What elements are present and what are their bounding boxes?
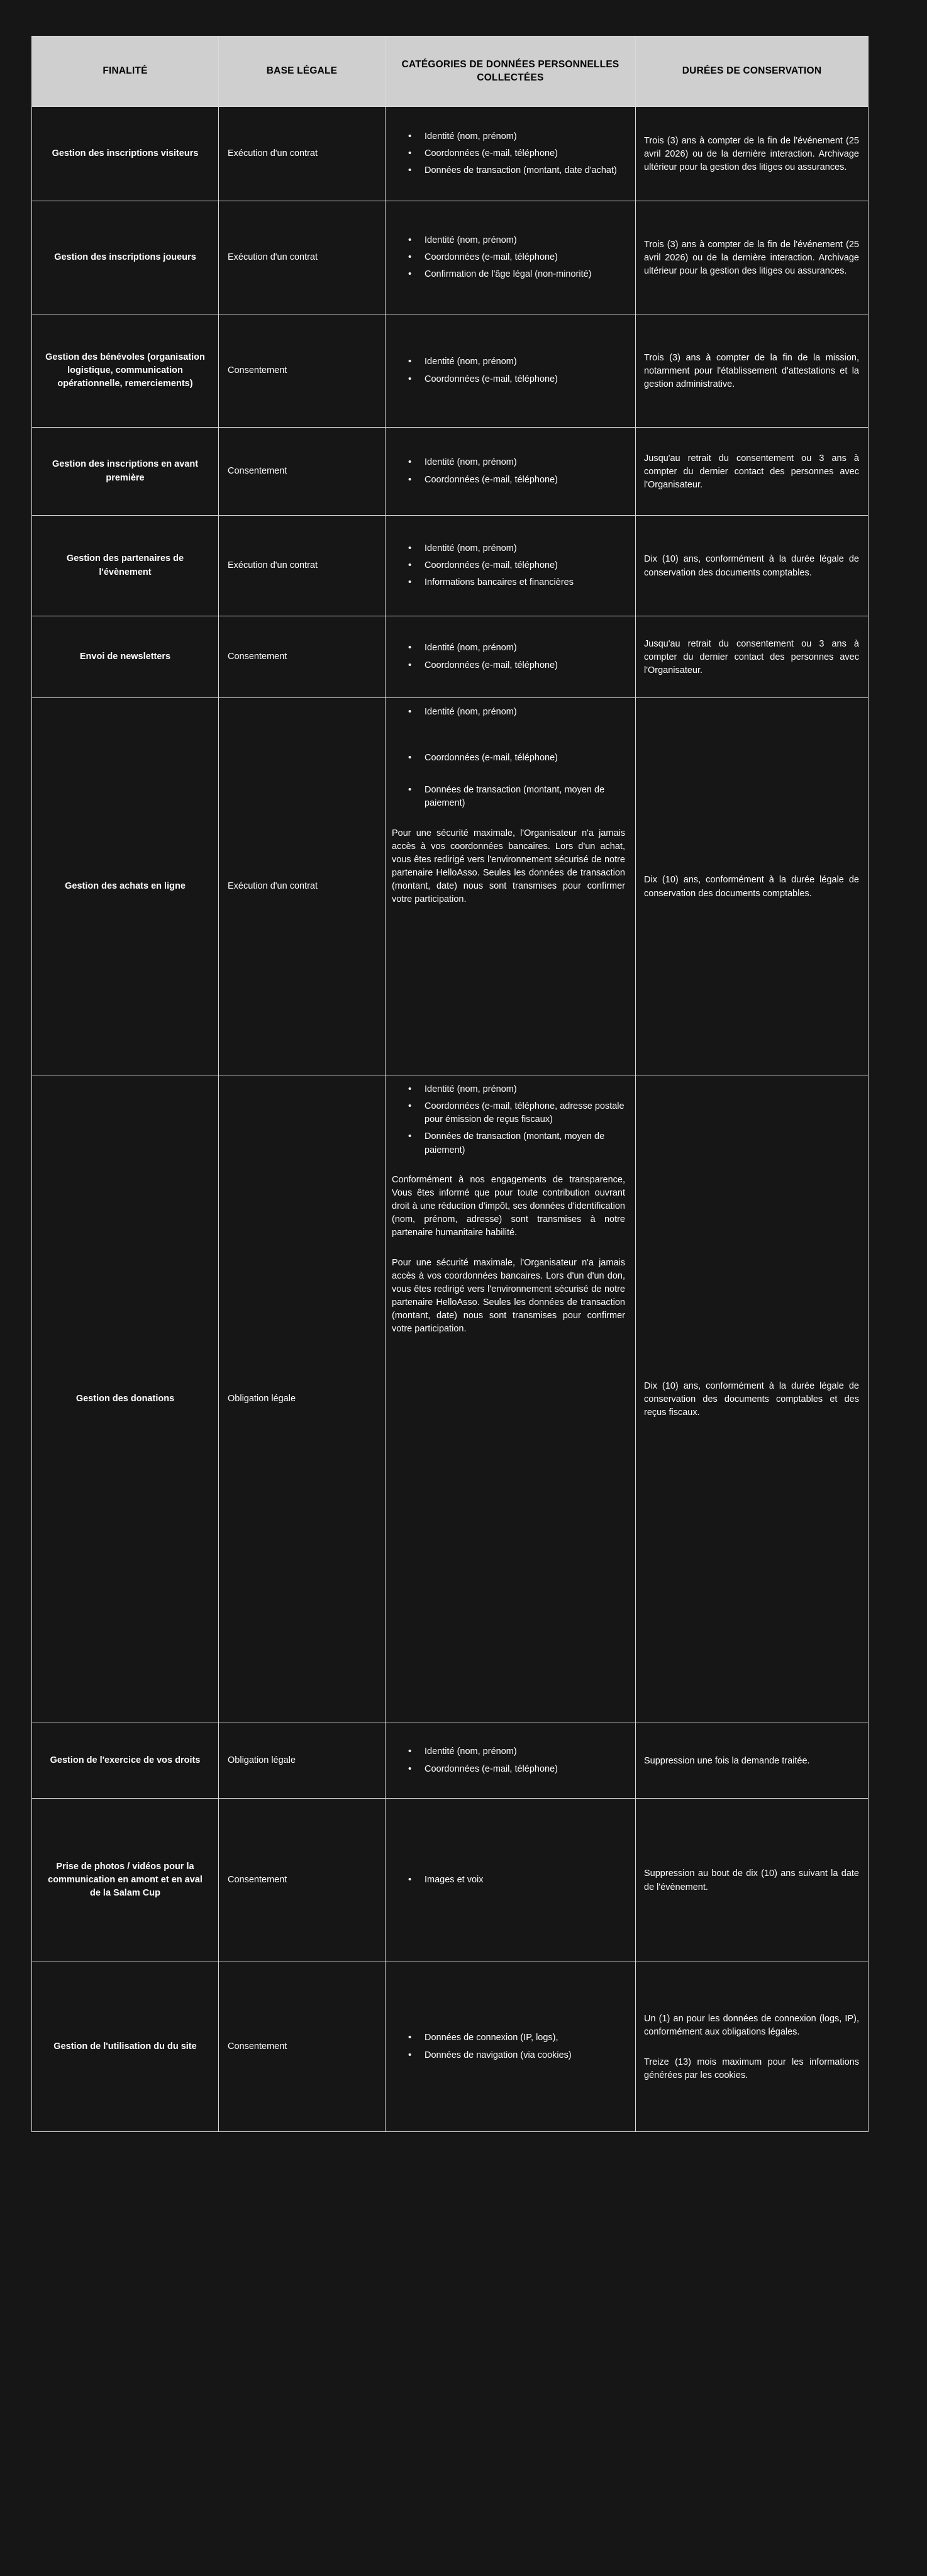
categories-bullet-list [392,1745,626,1775]
table-header [32,36,869,107]
list-item: • Identité (nom, prénom) [425,542,626,555]
cell-finalite: Gestion de l'exercice de vos droits [32,1723,219,1799]
durees-paragraph: Treize (13) mois maximum pour les informations générées par les cookies. [644,2057,859,2080]
table-row [32,516,869,616]
list-item: • Coordonnées (e-mail, téléphone) [425,1763,626,1776]
categories-bullet-list [392,706,626,811]
cell-categories [386,314,636,428]
list-item: • Identité (nom, prénom) [425,456,626,469]
cell-categories [386,516,636,616]
cell-durees-conservation [636,314,869,428]
cell-base-legale: Obligation légale [219,1075,386,1723]
list-item: • Données de navigation (via cookies) [425,2049,626,2062]
list-item: • Identité (nom, prénom) [425,234,626,247]
cell-durees-conservation [636,201,869,314]
cell-durees-conservation [636,1723,869,1799]
cell-base-legale: Consentement [219,1799,386,1962]
table-row [32,1799,869,1962]
list-item: • Identité (nom, prénom) [425,1083,626,1096]
cell-durees-conservation [636,1799,869,1962]
cell-base-legale: Consentement [219,616,386,698]
list-item: • Données de transaction (montant, date d'achat) [425,164,626,177]
cell-durees-conservation [636,698,869,1075]
durees-paragraph: Dix (10) ans, conformément à la durée légale de conservation des documents comptables et des reçus fiscaux. [644,1380,859,1418]
durees-paragraph: Suppression au bout de dix (10) ans suivant la date de l'évènement. [644,1868,859,1892]
list-item: • Coordonnées (e-mail, téléphone) [425,147,626,160]
column-header-durees: DURÉES DE CONSERVATION [636,36,869,107]
cell-base-legale: Exécution d'un contrat [219,516,386,616]
table-row [32,428,869,516]
cell-base-legale: Exécution d'un contrat [219,107,386,201]
list-item: • Confirmation de l'âge légal (non-minorité) [425,268,626,281]
list-item: • Données de transaction (montant, moyen de paiement) [425,1130,626,1157]
cell-finalite: Gestion des inscriptions en avant première [32,428,219,516]
list-item: • Données de transaction (montant, moyen de paiement) [425,784,626,810]
cell-categories [386,1962,636,2132]
cell-finalite: Prise de photos / vidéos pour la communication en amont et en aval de la Salam Cup [32,1799,219,1962]
list-item: • Informations bancaires et financières [425,576,626,589]
cell-base-legale: Consentement [219,1962,386,2132]
cell-categories [386,1075,636,1723]
cell-categories [386,616,636,698]
cell-finalite: Envoi de newsletters [32,616,219,698]
categories-note: Conformément à nos engagements de transparence, Vous êtes informé que pour toute contribution ouvrant droit à une réduction d'impôt, ses données d'identification (nom, prénom, adresse) sont transmises à notre partenaire humanitaire habilité. [392,1174,625,1238]
table-row [32,201,869,314]
cell-base-legale: Exécution d'un contrat [219,201,386,314]
list-item: • Images et voix [425,1874,626,1887]
list-item: • Coordonnées (e-mail, téléphone) [425,559,626,572]
cell-categories [386,201,636,314]
list-item: • Coordonnées (e-mail, téléphone) [425,373,626,386]
categories-bullet-list [392,542,626,589]
cell-finalite: Gestion de l'utilisation du du site [32,1962,219,2132]
categories-bullet-list [392,2031,626,2062]
cell-finalite: Gestion des inscriptions joueurs [32,201,219,314]
categories-bullet-list [392,1083,626,1157]
cell-durees-conservation [636,1075,869,1723]
categories-bullet-list [392,234,626,281]
column-header-base-legale: BASE LÉGALE [219,36,386,107]
cell-categories [386,1723,636,1799]
table-row [32,107,869,201]
cell-finalite: Gestion des donations [32,1075,219,1723]
list-item: • Coordonnées (e-mail, téléphone) [425,251,626,264]
categories-bullet-list [392,130,626,177]
cell-finalite: Gestion des achats en ligne [32,698,219,1075]
cell-categories [386,698,636,1075]
table-header-row [32,36,869,107]
cell-durees-conservation [636,516,869,616]
cell-categories [386,428,636,516]
table-row [32,616,869,698]
column-header-finalite: FINALITÉ [32,36,219,107]
durees-paragraph: Dix (10) ans, conformément à la durée légale de conservation des documents comptables. [644,554,859,578]
cell-base-legale: Exécution d'un contrat [219,698,386,1075]
list-item: • Coordonnées (e-mail, téléphone, adresse postale pour émission de reçus fiscaux) [425,1100,626,1126]
table-row [32,1723,869,1799]
categories-note: Pour une sécurité maximale, l'Organisateur n'a jamais accès à vos coordonnées bancaires. Lors d'un achat, vous êtes redirigé vers l'environnement sécurisé de notre partenaire HelloAsso. Seules les données de transaction (montant, date) nous sont transmises pour confirmer votre participation. [392,828,625,905]
cell-finalite: Gestion des inscriptions visiteurs [32,107,219,201]
cell-durees-conservation [636,616,869,698]
list-item: • Données de connexion (IP, logs), [425,2031,626,2045]
table-row [32,1962,869,2132]
durees-paragraph: Dix (10) ans, conformément à la durée légale de conservation des documents comptables. [644,875,859,899]
list-item: • Identité (nom, prénom) [425,706,626,719]
table-row [32,1075,869,1723]
durees-paragraph: Un (1) an pour les données de connexion (logs, IP), conformément aux obligations légales. [644,2014,859,2038]
durees-paragraph: Jusqu'au retrait du consentement ou 3 ans à compter du dernier contact des personnes avec l'Organisateur. [644,453,859,491]
table-body [32,107,869,2132]
cell-finalite: Gestion des partenaires de l'évènement [32,516,219,616]
cell-durees-conservation [636,428,869,516]
list-item: • Identité (nom, prénom) [425,130,626,143]
cell-base-legale: Consentement [219,428,386,516]
table-row [32,314,869,428]
list-item: • Identité (nom, prénom) [425,355,626,369]
table-row [32,698,869,1075]
cell-durees-conservation [636,107,869,201]
cell-finalite: Gestion des bénévoles (organisation logistique, communication opérationnelle, remerciements) [32,314,219,428]
list-item: • Coordonnées (e-mail, téléphone) [425,752,626,765]
durees-paragraph: Jusqu'au retrait du consentement ou 3 ans à compter du dernier contact des personnes avec l'Organisateur. [644,638,859,676]
column-header-categories: CATÉGORIES DE DONNÉES PERSONNELLES COLLECTÉES [386,36,636,107]
durees-paragraph: Trois (3) ans à compter de la fin de l'événement (25 avril 2026) ou de la dernière interaction. Archivage ultérieur pour la gestion des litiges ou assurances. [644,239,859,277]
list-item: • Identité (nom, prénom) [425,641,626,655]
durees-paragraph: Trois (3) ans à compter de la fin de l'événement (25 avril 2026) ou de la dernière interaction. Archivage ultérieur pour la gestion des litiges ou assurances. [644,135,859,173]
list-item: • Coordonnées (e-mail, téléphone) [425,474,626,487]
categories-bullet-list [392,1874,626,1887]
categories-bullet-list [392,641,626,672]
cell-durees-conservation [636,1962,869,2132]
list-item: • Coordonnées (e-mail, téléphone) [425,659,626,672]
categories-bullet-list [392,456,626,486]
durees-paragraph: Suppression une fois la demande traitée. [644,1755,810,1766]
cell-categories [386,107,636,201]
categories-note: Pour une sécurité maximale, l'Organisateur n'a jamais accès à vos coordonnées bancaires. Lors d'un d'un don, vous êtes redirigé vers l'environnement sécurisé de notre partenaire HelloAsso. Seules les données de transaction (montant, date) nous sont transmises pour confirmer votre participation. [392,1257,625,1335]
categories-bullet-list [392,355,626,386]
cell-categories [386,1799,636,1962]
durees-paragraph: Trois (3) ans à compter de la fin de la mission, notamment pour l'établissement d'attestations et la gestion administrative. [644,352,859,390]
cell-base-legale: Obligation légale [219,1723,386,1799]
list-item: • Identité (nom, prénom) [425,1745,626,1758]
personal-data-processing-table [31,36,869,2132]
cell-base-legale: Consentement [219,314,386,428]
